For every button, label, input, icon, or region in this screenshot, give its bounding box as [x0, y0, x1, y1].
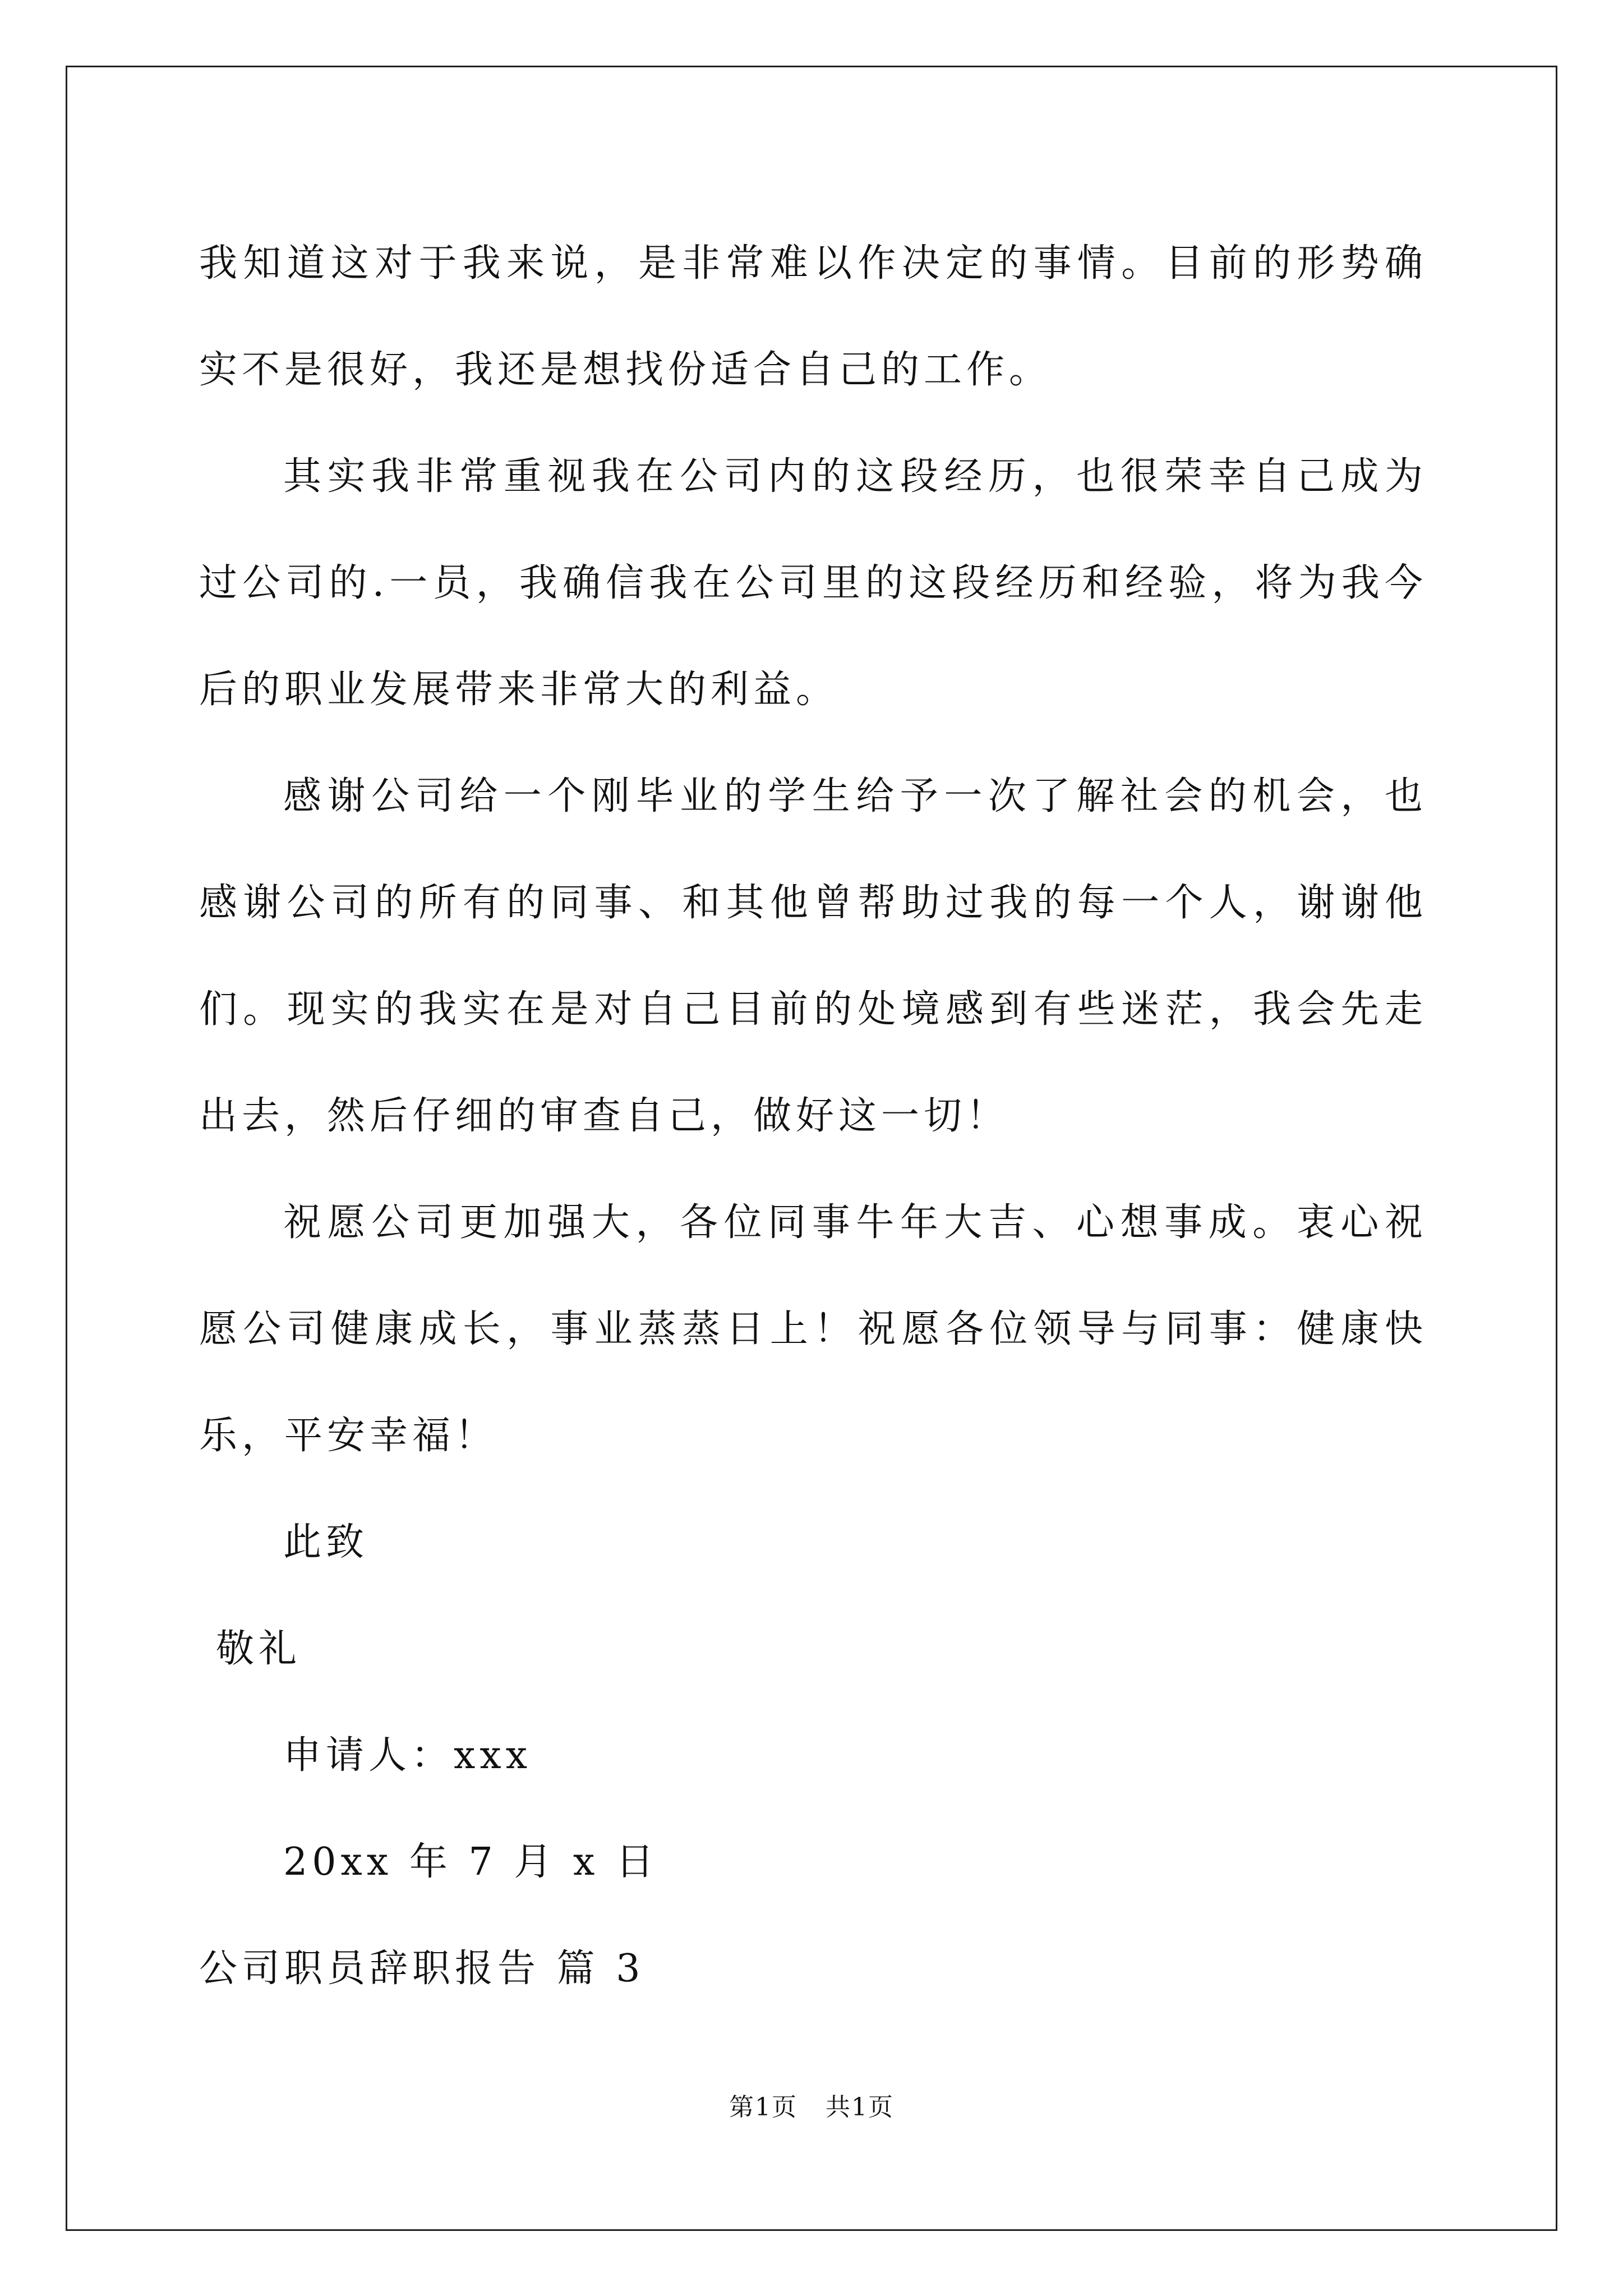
paragraph-2: 其实我非常重视我在公司内的这段经历，也很荣幸自己成为过公司的.一员，我确信我在公司里的这段经历和经验，将为我今后的职业发展带来非常大的利益。: [199, 454, 1427, 712]
page-number-total: 共1页: [826, 2093, 894, 2122]
closing-salutation: 此致: [283, 1520, 369, 1565]
page-footer: [0, 2087, 1623, 2123]
section-title: 公司职员辞职报告 篇 3: [199, 1947, 645, 1991]
page-number-current: 第1页: [729, 2093, 797, 2122]
applicant-line: 申请人：xxx: [283, 1733, 532, 1778]
document-body: [199, 210, 1427, 2022]
paragraph-3: 感谢公司给一个刚毕业的学生给予一次了解社会的机会，也感谢公司的所有的同事、和其他曾帮助过我的每一个人，谢谢他们。现实的我实在是对自己目前的处境感到有些迷茫，我会先走出去，然后仔细的审查自己，做好这一切！: [199, 774, 1427, 1138]
date-line: 20xx 年 7 月 x 日: [283, 1840, 658, 1884]
paragraph-1: 我知道这对于我来说，是非常难以作决定的事情。目前的形势确实不是很好，我还是想找份适合自己的工作。: [199, 241, 1427, 392]
paragraph-4: 祝愿公司更加强大，各位同事牛年大吉、心想事成。衷心祝愿公司健康成长，事业蒸蒸日上！祝愿各位领导与同事：健康快乐，平安幸福！: [199, 1200, 1427, 1458]
respect-line: 敬礼: [216, 1627, 302, 1671]
